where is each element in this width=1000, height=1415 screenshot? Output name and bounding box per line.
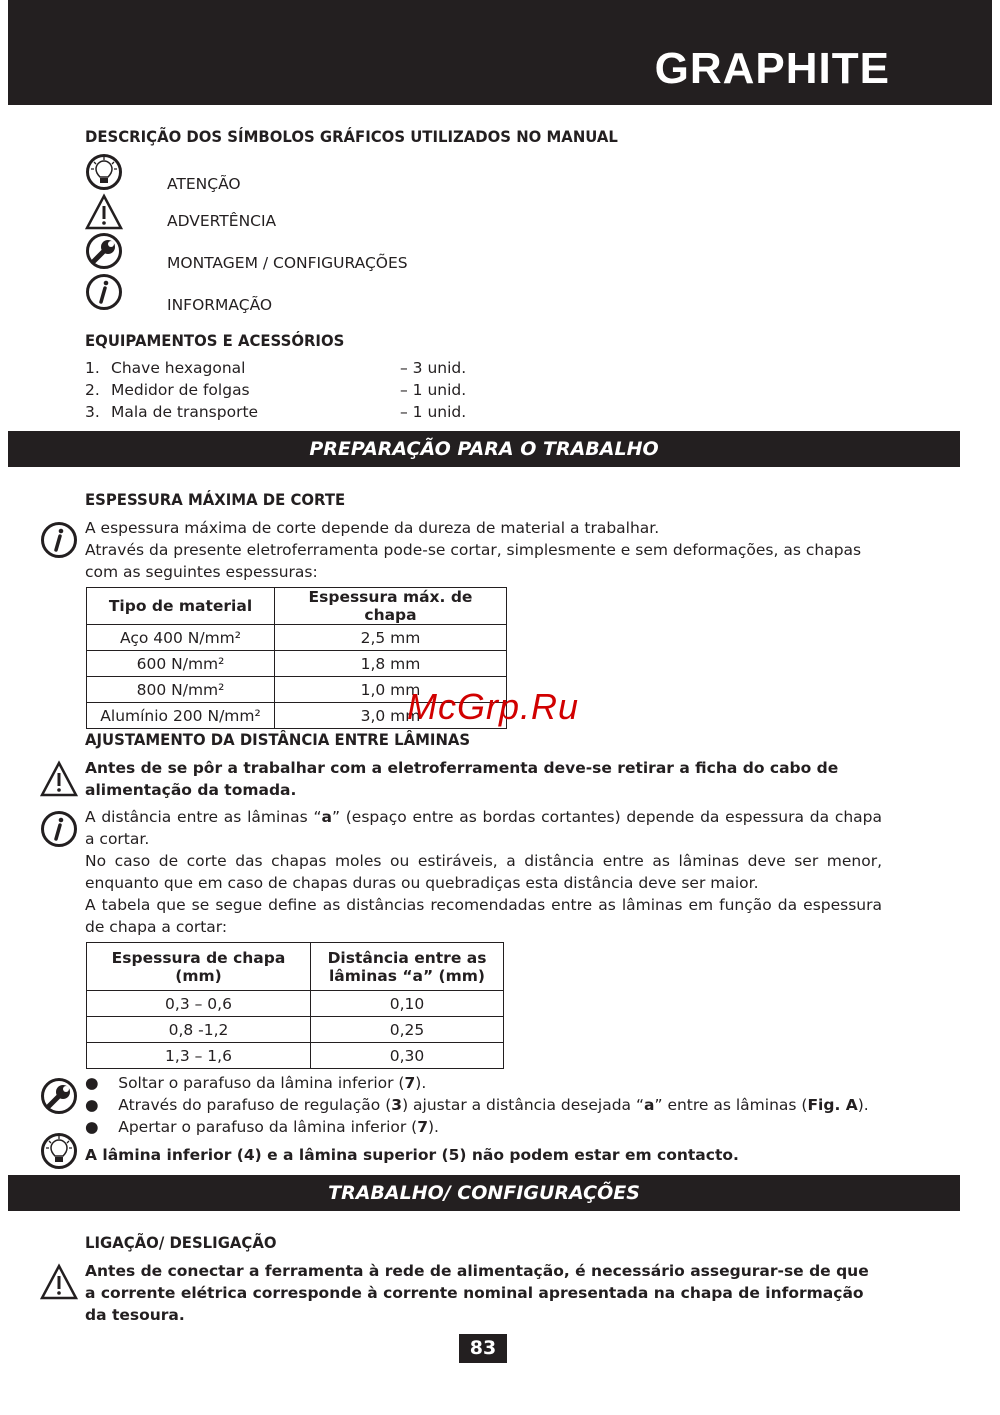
info-icon xyxy=(40,810,78,848)
lightbulb-icon xyxy=(85,153,123,191)
table-row xyxy=(87,991,504,1017)
item-name: Mala de transporte xyxy=(111,403,259,421)
table-cell: Alumínio 200 N/mm² xyxy=(87,703,275,729)
gap-table xyxy=(86,942,504,1069)
info-icon xyxy=(85,273,123,311)
table-row xyxy=(87,1043,504,1069)
list-item: ● Apertar o parafuso da lâmina inferior (7). xyxy=(85,1118,439,1136)
list-item: ● Através do parafuso de regulação (3) ajustar a distância desejada “a” entre as lâminas (Fig. A). xyxy=(85,1096,869,1114)
item-name: Chave hexagonal xyxy=(111,359,246,377)
table-header: Espessura máx. de chapa xyxy=(275,588,507,625)
table-cell: 0,25 xyxy=(311,1017,504,1043)
table-header: Tipo de material xyxy=(87,588,275,625)
text: a xyxy=(321,808,332,826)
text: Apertar o parafuso da lâmina inferior ( xyxy=(118,1118,418,1136)
table-row xyxy=(87,651,507,677)
symbols-heading: DESCRIÇÃO DOS SÍMBOLOS GRÁFICOS UTILIZADOS NO MANUAL xyxy=(85,127,618,146)
table-row xyxy=(87,1017,504,1043)
warning-icon xyxy=(85,193,123,231)
section-title: TRABALHO/ CONFIGURAÇÕES xyxy=(8,1175,960,1211)
table-cell: 600 N/mm² xyxy=(87,651,275,677)
table-cell: 0,30 xyxy=(311,1043,504,1069)
gap-warning: Antes de se pôr a trabalhar com a eletroferramenta deve-se retirar a ficha do cabo de alimentação da tomada. xyxy=(85,759,839,799)
text: A distância entre as lâminas “ xyxy=(85,808,322,826)
brand-logo: GRAPHITE xyxy=(654,44,890,93)
section-title: PREPARAÇÃO PARA O TRABALHO xyxy=(8,431,960,467)
text: ). xyxy=(415,1074,427,1092)
text: ). xyxy=(857,1096,869,1114)
paragraph: No caso de corte das chapas moles ou estiráveis, a distância entre as lâminas deve ser menor, enquanto que em caso de chapas duras ou quebradiças esta distância deve ser maior. xyxy=(85,852,882,892)
table-cell: 0,3 – 0,6 xyxy=(87,991,311,1017)
paragraph: Através da presente eletroferramenta pode-se cortar, simplesmente e sem deformações, as chapas com as seguintes espessuras: xyxy=(85,541,862,581)
equipment-heading: EQUIPAMENTOS E ACESSÓRIOS xyxy=(85,331,345,350)
table-cell: 800 N/mm² xyxy=(87,677,275,703)
table-cell: 1,0 mm xyxy=(275,677,507,703)
item-qty: – 1 unid. xyxy=(400,403,467,421)
paragraph: A espessura máxima de corte depende da dureza de material a trabalhar. xyxy=(85,519,660,537)
text: Fig. A xyxy=(807,1096,858,1114)
steps-list xyxy=(85,1072,882,1138)
table-cell: 0,10 xyxy=(311,991,504,1017)
symbol-label: ATENÇÃO xyxy=(167,175,241,193)
list-item xyxy=(85,357,466,379)
symbol-label: MONTAGEM / CONFIGURAÇÕES xyxy=(167,254,408,272)
warning-icon xyxy=(40,1263,78,1301)
equipment-list xyxy=(85,357,466,423)
thickness-heading: ESPESSURA MÁXIMA DE CORTE xyxy=(85,490,346,509)
gap-heading: AJUSTAMENTO DA DISTÂNCIA ENTRE LÂMINAS xyxy=(85,730,471,749)
item-number: 3. xyxy=(85,403,100,421)
symbol-label: ADVERTÊNCIA xyxy=(167,212,277,230)
item-name: Medidor de folgas xyxy=(111,381,250,399)
paragraph: A tabela que se segue define as distâncias recomendadas entre as lâminas em função da espessura de chapa a cortar: xyxy=(85,896,882,936)
table-cell: Aço 400 N/mm² xyxy=(87,625,275,651)
text: Soltar o parafuso da lâmina inferior ( xyxy=(118,1074,405,1092)
table-row xyxy=(87,625,507,651)
text: ). xyxy=(428,1118,439,1136)
lightbulb-icon xyxy=(40,1132,78,1170)
warning-icon xyxy=(40,760,78,798)
symbol-label: INFORMAÇÃO xyxy=(167,296,273,314)
item-qty: – 1 unid. xyxy=(400,381,467,399)
wrench-icon xyxy=(40,1077,78,1115)
onoff-warning: Antes de conectar a ferramenta à rede de alimentação, é necessário assegurar-se de que a corrente elétrica corresponde à corrente nominal apresentada na chapa de informação da tesoura. xyxy=(85,1262,869,1324)
item-qty: – 3 unid. xyxy=(400,359,467,377)
table-cell: 2,5 mm xyxy=(275,625,507,651)
list-item: ● Soltar o parafuso da lâmina inferior (7). xyxy=(85,1074,427,1092)
table-cell: 0,8 -1,2 xyxy=(87,1017,311,1043)
onoff-heading: LIGAÇÃO/ DESLIGAÇÃO xyxy=(85,1233,277,1252)
watermark: McGrp.Ru xyxy=(407,686,580,727)
table-header: Espessura de chapa (mm) xyxy=(87,943,311,991)
wrench-icon xyxy=(85,232,123,270)
text: ” (espaço entre as bordas cortantes) depende da espessura da chapa a cortar. xyxy=(85,808,882,848)
paragraph xyxy=(85,806,882,850)
table-header: Distância entre as lâminas “a” (mm) xyxy=(311,943,504,991)
item-number: 1. xyxy=(85,359,100,377)
text: Através do parafuso de regulação ( xyxy=(118,1096,392,1114)
text: 3 xyxy=(391,1096,403,1114)
text: ” entre as lâminas ( xyxy=(654,1096,808,1114)
gap-text xyxy=(85,806,882,938)
list-item xyxy=(85,401,466,423)
table-cell: 3,0 mm xyxy=(275,703,507,729)
gap-note: A lâmina inferior (4) e a lâmina superior (5) não podem estar em contacto. xyxy=(85,1146,739,1164)
text: 7 xyxy=(404,1074,416,1092)
info-icon xyxy=(40,521,78,559)
text: ) ajustar a distância desejada “ xyxy=(402,1096,645,1114)
text: 7 xyxy=(417,1118,428,1136)
list-item xyxy=(85,379,466,401)
item-number: 2. xyxy=(85,381,100,399)
text: a xyxy=(644,1096,655,1114)
thickness-text xyxy=(85,517,882,583)
table-cell: 1,8 mm xyxy=(275,651,507,677)
page-number: 83 xyxy=(459,1334,507,1363)
table-cell: 1,3 – 1,6 xyxy=(87,1043,311,1069)
